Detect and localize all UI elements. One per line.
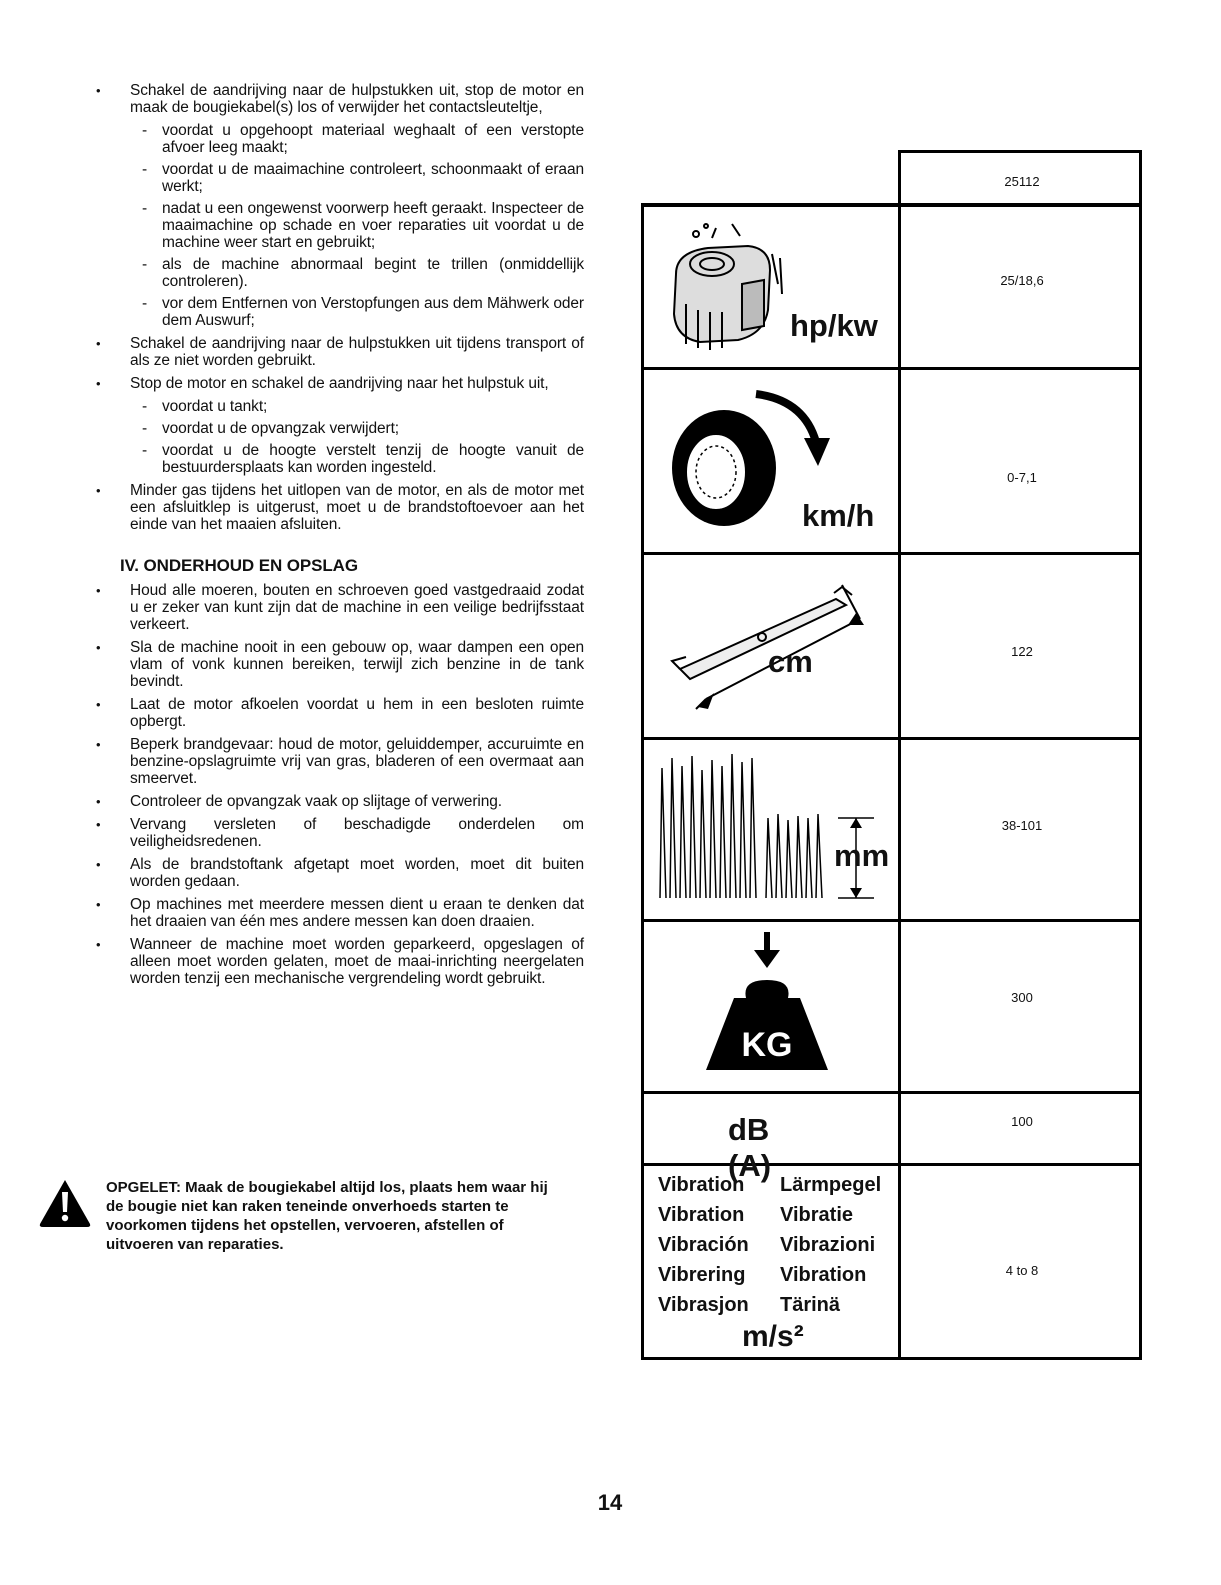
table-divider (641, 367, 1142, 370)
grass-height-icon (646, 748, 896, 908)
table-border (1139, 150, 1142, 1360)
list-item-text: Minder gas tijdens het uitlopen van de motor, en als de motor met een afsluitklep is uitgerust, moet u de brandstoftoevoer aan het einde van het maaien afsluiten. (130, 482, 584, 533)
warning-icon (38, 1178, 92, 1228)
unit-mm: mm (834, 838, 890, 873)
warning-text: OPGELET: Maak de bougiekabel altijd los, plaats hem waar hij de bougie niet kan raken teneinde onverhoeds starten te voorkomen tijdens het opstellen, vervoeren, afstellen of uitvoeren van reparaties. (106, 1179, 548, 1253)
vibration-label: Vibrazioni (780, 1234, 876, 1256)
list-item (92, 375, 584, 392)
vibration-label: Vibratie (780, 1204, 853, 1226)
list-item (92, 482, 584, 533)
list-item-text: Schakel de aandrijving naar de hulpstukken uit tijdens transport of als ze niet worden gebruikt. (130, 335, 584, 369)
sub-list-item: - nadat u een ongewenst voorwerp heeft geraakt. Inspecteer de maaimachine op schade en voer reparaties uit voordat u de machine weer start en gebruikt; (92, 200, 584, 251)
unit-hp-kw: hp/kw (790, 308, 878, 343)
table-divider (641, 552, 1142, 555)
instructions-column (92, 82, 584, 993)
unit-m-s2: m/s² (742, 1320, 804, 1353)
table-border (641, 1357, 1142, 1360)
vibration-row (658, 1200, 894, 1230)
value-vibration: 4 to 8 (1005, 1263, 1039, 1278)
list-item-text: Schakel de aandrijving naar de hulpstukken uit, stop de motor en maak de bougiekabel(s) los of verwijder het contactsleuteltje, (130, 82, 584, 116)
vibration-row (658, 1170, 894, 1200)
warning-block (38, 1178, 558, 1254)
list-item: • Sla de machine nooit in een gebouw op, waar dampen een open vlam of vonk kunnen bereiken, terwijl zich benzine in de tank bevindt. (92, 639, 584, 690)
sub-list-item: - voordat u opgehoopt materiaal weghaalt of een verstopte afvoer leeg maakt; (92, 122, 584, 156)
vibration-label: Vibración (658, 1234, 749, 1256)
sub-list (92, 122, 584, 329)
sub-list-item: - vor dem Entfernen von Verstopfungen aus dem Mähwerk oder dem Auswurf; (92, 295, 584, 329)
table-border (641, 203, 644, 1360)
vibration-label: Vibration (658, 1204, 745, 1226)
value-speed: 0-7,1 (1007, 470, 1037, 485)
list-item: • Beperk brandgevaar: houd de motor, geluiddemper, accuruimte en benzine-opslagruimte vrij van gras, bladeren of een overmaat aan smeervet. (92, 736, 584, 787)
table-divider (641, 1163, 1142, 1166)
unit-cm: cm (768, 644, 813, 679)
sub-list-item: - voordat u de hoogte verstelt tenzij de hoogte vanuit de bestuurdersplaats kan worden ingesteld. (92, 442, 584, 476)
list-item: • Op machines met meerdere messen dient u eraan te denken dat het draaien van één mes andere messen kan doen draaien. (92, 896, 584, 930)
list-item: • Laat de motor afkoelen voordat u hem in een besloten ruimte opbergt. (92, 696, 584, 730)
table-divider (898, 150, 901, 1360)
vibration-label: Lärmpegel (780, 1174, 882, 1196)
page-number: 14 (597, 1490, 623, 1515)
sub-list (92, 398, 584, 476)
unit-kg: KG (741, 1026, 793, 1064)
table-border (898, 150, 1142, 153)
list-item: • Vervang versleten of beschadigde onderdelen om veiligheidsredenen. (92, 816, 584, 850)
list-item: • Als de brandstoftank afgetapt moet worden, moet dit buiten worden gedaan. (92, 856, 584, 890)
table-border (641, 203, 1142, 207)
value-cutting-height: 38-101 (1001, 818, 1043, 833)
unit-km-h: km/h (802, 498, 875, 533)
vibration-row (658, 1260, 894, 1290)
maintenance-list (92, 582, 584, 987)
value-power: 25/18,6 (1000, 273, 1044, 288)
model-number: 25112 (1004, 174, 1040, 189)
table-divider (641, 737, 1142, 740)
value-noise: 100 (1011, 1114, 1033, 1129)
vibration-row (658, 1290, 894, 1320)
list-item (92, 335, 584, 369)
weight-icon (646, 928, 896, 1088)
list-item: • Wanneer de machine moet worden geparkeerd, opgeslagen of alleen moet worden gelaten, moet de maai-inrichting neergelaten worden tenzij een mechanische vergrendeling wordt gebruikt. (92, 936, 584, 987)
unit-db-a: dB (A) (728, 1112, 772, 1183)
value-cutting-width: 122 (1011, 644, 1033, 659)
list-item-text: Stop de motor en schakel de aandrijving naar het hulpstuk uit, (130, 375, 549, 392)
table-divider (641, 919, 1142, 922)
vibration-label: Vibration (658, 1174, 745, 1196)
value-weight: 300 (1011, 990, 1033, 1005)
vibration-label: Tärinä (780, 1294, 841, 1316)
list-item: • Houd alle moeren, bouten en schroeven goed vastgedraaid zodat u er zeker van kunt zijn dat de machine in een veilige bedrijfsstaat verkeert. (92, 582, 584, 633)
vibration-labels (658, 1170, 894, 1320)
sub-list-item: - voordat u tankt; (92, 398, 584, 415)
table-divider (641, 1091, 1142, 1094)
safety-list (92, 82, 584, 533)
vibration-label: Vibrering (658, 1264, 746, 1286)
vibration-row (658, 1230, 894, 1260)
sub-list-item: - als de machine abnormaal begint te trillen (onmiddellijk controleren). (92, 256, 584, 290)
sub-list-item: - voordat u de maaimachine controleert, schoonmaakt of eraan werkt; (92, 161, 584, 195)
section-heading: IV. ONDERHOUD EN OPSLAG (120, 556, 358, 575)
list-item (92, 82, 584, 116)
sub-list-item: - voordat u de opvangzak verwijdert; (92, 420, 584, 437)
vibration-label: Vibrasjon (658, 1294, 749, 1316)
vibration-label: Vibration (780, 1264, 867, 1286)
list-item: • Controleer de opvangzak vaak op slijtage of verwering. (92, 793, 584, 810)
